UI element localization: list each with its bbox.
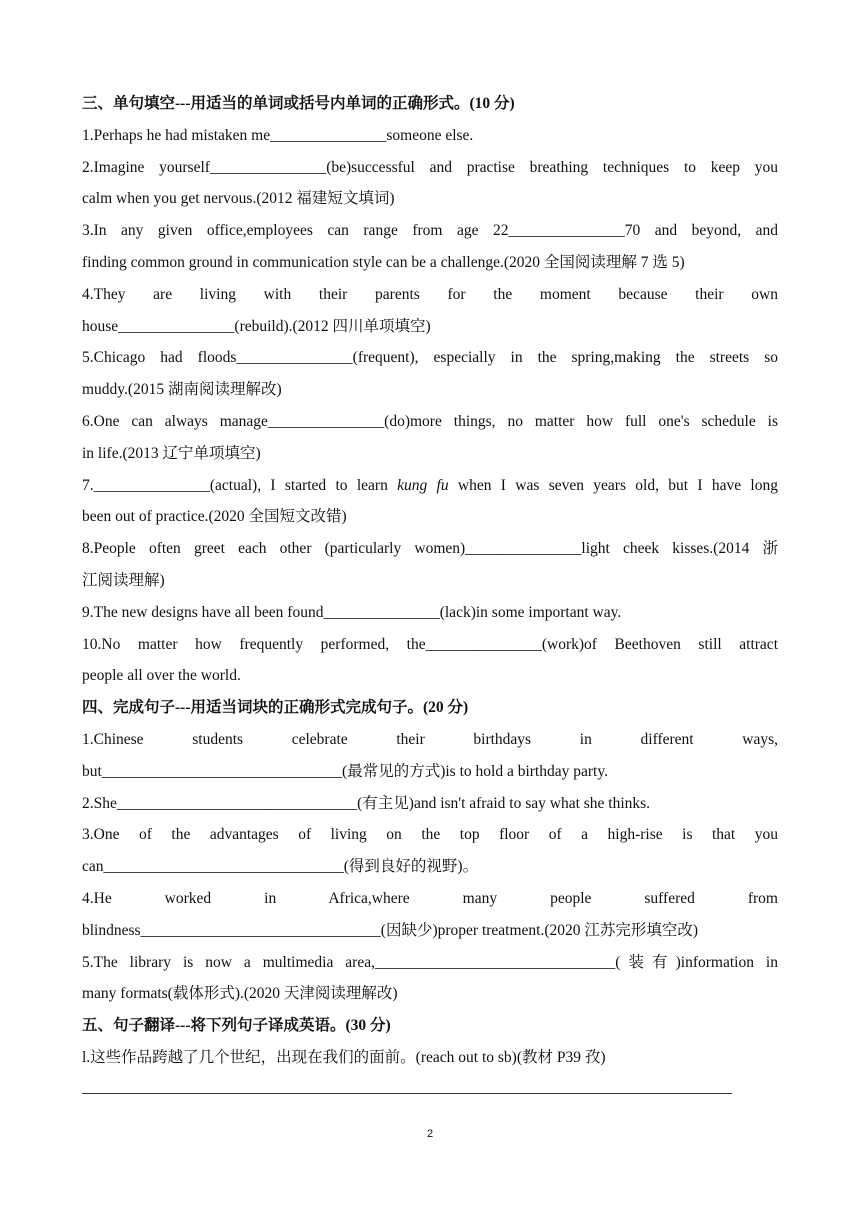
section-3-heading: 三、单句填空---用适当的单词或括号内单词的正确形式。(10 分) <box>82 95 515 112</box>
s4-line-6: 4.He worked in Africa,where many people suffered from <box>82 889 778 907</box>
s4-line-7: blindness_______________________________(因缺少)proper treatment.(2020 江苏完形填空改) <box>82 921 699 939</box>
section-4-heading: 四、完成句子---用适当词块的正确形式完成句子。(20 分) <box>82 699 469 717</box>
s3-line-2: 2.Imagine yourself_______________(be)successful and practise breathing techniques to keep you <box>82 158 778 176</box>
s4-line-9: many formats(载体形式).(2020 天津阅读理解改) <box>82 985 398 1003</box>
s3-line-16: 9.The new designs have all been found_______________(lack)in some important way. <box>82 603 622 621</box>
s3-line-12: 7._______________(actual), I started to learn kung fu when I was seven years old, but I have long <box>82 476 778 494</box>
s3-line-5: finding common ground in communication style can be a challenge.(2020 全国阅读理解 7 选 5) <box>82 253 685 271</box>
s3-line-8: 5.Chicago had floods_______________(frequent), especially in the spring,making the streets so <box>82 349 778 367</box>
s3-line-11: in life.(2013 辽宁单项填空) <box>82 444 261 462</box>
s4-line-2: but_______________________________(最常见的方式)is to hold a birthday party. <box>82 762 608 780</box>
s3-line-14: 8.People often greet each other (particularly women)_______________light cheek kisses.(2014 浙 <box>82 540 778 558</box>
s3-line-13: been out of practice.(2020 全国短文改错) <box>82 508 347 526</box>
s3-line-4: 3.In any given office,employees can range from age 22_______________70 and beyond, and <box>82 222 778 240</box>
s5-line-1: l.这些作品跨越了几个世纪，出现在我们的面前。(reach out to sb)(教材 P39 孜) <box>82 1048 606 1066</box>
s4-line-5: can_______________________________(得到良好的视野)。 <box>82 858 479 876</box>
worksheet-page <box>82 88 778 1074</box>
page-number: 2 <box>426 1128 434 1140</box>
section-5-heading: 五、句子翻译---将下列句子译成英语。(30 分) <box>82 1017 391 1035</box>
answer-line <box>82 1093 732 1094</box>
s3-line-18: people all over the world. <box>82 667 241 685</box>
s3-line-17: 10.No matter how frequently performed, the_______________(work)of Beethoven still attract <box>82 635 778 653</box>
s3-line-1: 1.Perhaps he had mistaken me_______________someone else. <box>82 126 474 144</box>
s3-line-7: house_______________(rebuild).(2012 四川单项填空) <box>82 317 431 335</box>
s3-line-3: calm when you get nervous.(2012 福建短文填词) <box>82 190 395 208</box>
s4-line-3: 2.She_______________________________(有主见)and isn't afraid to say what she thinks. <box>82 794 651 812</box>
s3-line-10: 6.One can always manage_______________(do)more things, no matter how full one's schedule is <box>82 412 778 430</box>
s4-line-1: 1.Chinese students celebrate their birthdays in different ways, <box>82 730 778 748</box>
s3-line-9: muddy.(2015 湖南阅读理解改) <box>82 381 282 399</box>
s4-line-8: 5.The library is now a multimedia area,_______________________________(装有)information in <box>82 953 778 971</box>
s4-line-4: 3.One of the advantages of living on the top floor of a high-rise is that you <box>82 826 778 844</box>
s3-line-6: 4.They are living with their parents for the moment because their own <box>82 285 778 303</box>
s3-line-15: 江阅读理解) <box>82 571 165 589</box>
